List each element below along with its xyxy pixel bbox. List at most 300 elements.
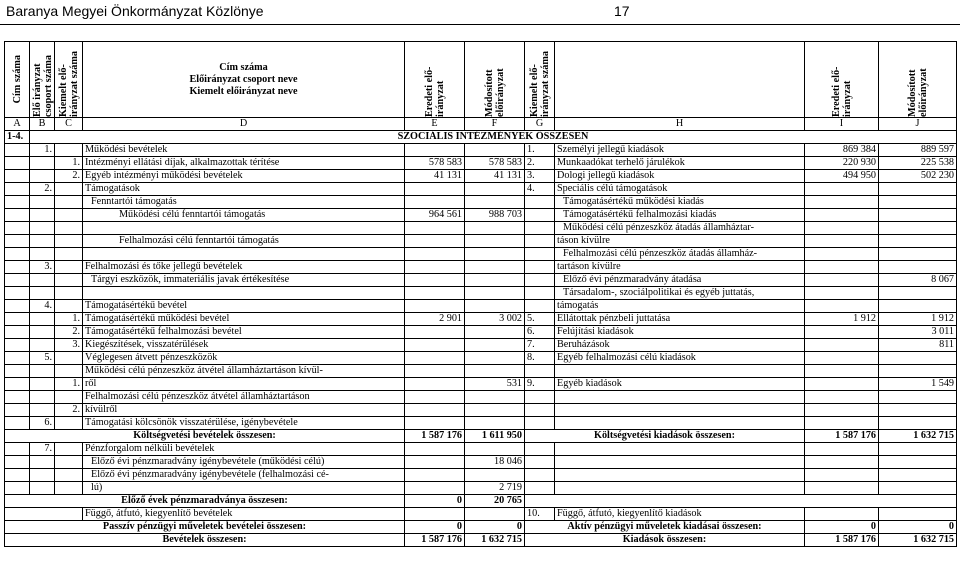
table-cell	[5, 300, 30, 313]
table-cell	[465, 196, 525, 209]
table-cell	[5, 339, 30, 352]
table-cell	[525, 443, 555, 456]
table-cell	[30, 235, 55, 248]
table-cell: 9.	[525, 378, 555, 391]
table-cell	[55, 300, 83, 313]
table-cell	[465, 417, 525, 430]
table-cell	[55, 209, 83, 222]
table-cell: Pénzforgalom nélküli bevételek	[83, 443, 405, 456]
table-cell	[405, 183, 465, 196]
table-cell: Egyéb kiadások	[555, 378, 805, 391]
table-cell	[879, 248, 957, 261]
table-cell	[30, 313, 55, 326]
table-cell: 7.	[525, 339, 555, 352]
table-cell	[55, 287, 83, 300]
table-cell	[405, 378, 465, 391]
table-cell: Speciális célú támogatások	[555, 183, 805, 196]
table-cell	[555, 456, 805, 469]
table-cell	[83, 222, 405, 235]
table-cell	[30, 222, 55, 235]
table-cell: Kiegészítések, visszatérülések	[83, 339, 405, 352]
table-cell	[5, 261, 30, 274]
table-cell	[405, 248, 465, 261]
table-cell	[405, 274, 465, 287]
table-cell	[30, 196, 55, 209]
col-eredeti: Eredeti elő- irányzat	[423, 66, 446, 117]
table-cell	[805, 287, 879, 300]
table-cell: 225 538	[879, 157, 957, 170]
table-cell: Felújítási kiadások	[555, 326, 805, 339]
table-cell	[405, 391, 465, 404]
table-cell	[465, 300, 525, 313]
table-cell: 3.	[55, 339, 83, 352]
table-cell: Előző évi pénzmaradvány igénybevétele (felhalmozási cé-	[83, 469, 405, 482]
table-cell	[525, 404, 555, 417]
table-cell	[55, 469, 83, 482]
table-cell	[805, 326, 879, 339]
table-cell	[805, 417, 879, 430]
table-cell	[405, 339, 465, 352]
table-cell	[55, 196, 83, 209]
table-cell: 494 950	[805, 170, 879, 183]
table-cell	[525, 235, 555, 248]
table-cell	[805, 222, 879, 235]
table-cell: Működési célú pénzeszköz átvétel államháztartáson kívül-	[83, 365, 405, 378]
table-cell: 6.	[30, 417, 55, 430]
table-cell	[525, 261, 555, 274]
table-cell: 1 912	[879, 313, 957, 326]
table-cell	[465, 222, 525, 235]
table-cell: tartáson kívülre	[555, 261, 805, 274]
table-cell	[555, 469, 805, 482]
table-cell	[30, 365, 55, 378]
table-row	[5, 339, 957, 352]
table-cell	[30, 170, 55, 183]
table-cell: 1.	[525, 144, 555, 157]
table-cell	[30, 339, 55, 352]
table-cell: 2.	[55, 326, 83, 339]
table-cell	[5, 443, 30, 456]
table-cell	[879, 261, 957, 274]
table-cell	[5, 378, 30, 391]
table-row	[5, 313, 957, 326]
table-cell	[879, 209, 957, 222]
table-cell	[879, 352, 957, 365]
table-cell	[805, 196, 879, 209]
column-letters-row: A B C D E F G H I J	[5, 118, 957, 131]
table-body-cashless	[5, 443, 957, 495]
table-cell: 8 067	[879, 274, 957, 287]
table-cell: táson kívülre	[555, 235, 805, 248]
table-cell: 1.	[55, 313, 83, 326]
table-cell: Támogatásértékű bevétel	[83, 300, 405, 313]
table-cell	[55, 248, 83, 261]
table-cell	[525, 287, 555, 300]
table-cell	[55, 352, 83, 365]
table-cell	[525, 274, 555, 287]
table-row	[5, 443, 957, 456]
table-cell	[805, 352, 879, 365]
table-cell	[55, 417, 83, 430]
table-row	[5, 456, 957, 469]
table-cell	[405, 456, 465, 469]
table-cell	[30, 469, 55, 482]
table-cell	[5, 313, 30, 326]
table-cell: Fenntartói támogatás	[83, 196, 405, 209]
table-cell	[525, 456, 555, 469]
table-cell	[405, 222, 465, 235]
table-cell	[405, 326, 465, 339]
table-cell: Felhalmozási célú pénzeszköz átadás államház-	[555, 248, 805, 261]
totals-row-budget: Költségvetési bevételek összesen: 1 587 176 1 611 950 Költségvetési kiadások összesen: 1 587 176 1 632 715	[5, 430, 957, 443]
table-cell	[805, 300, 879, 313]
table-cell	[805, 365, 879, 378]
table-cell	[55, 144, 83, 157]
table-cell	[879, 196, 957, 209]
table-cell	[879, 235, 957, 248]
table-cell: 1 549	[879, 378, 957, 391]
table-row	[5, 378, 957, 391]
table-cell: 220 930	[805, 157, 879, 170]
table-cell	[555, 482, 805, 495]
table-cell	[879, 456, 957, 469]
table-cell	[55, 391, 83, 404]
table-cell: kívülről	[83, 404, 405, 417]
table-row	[5, 404, 957, 417]
table-cell	[525, 482, 555, 495]
table-cell: Ellátottak pénzbeli juttatása	[555, 313, 805, 326]
table-cell: 811	[879, 339, 957, 352]
table-cell	[5, 391, 30, 404]
table-cell: 18 046	[465, 456, 525, 469]
table-row	[5, 326, 957, 339]
table-cell	[405, 196, 465, 209]
table-cell	[465, 339, 525, 352]
section-title-row	[5, 131, 957, 144]
table-cell	[805, 443, 879, 456]
col-names-header: Cím száma Előirányzat csoport neve Kiemelt előirányzat neve	[83, 42, 405, 118]
table-cell: 2.	[30, 183, 55, 196]
table-cell	[555, 404, 805, 417]
table-row	[5, 144, 957, 157]
table-cell	[465, 287, 525, 300]
table-row	[5, 417, 957, 430]
table-cell: 1 912	[805, 313, 879, 326]
table-cell	[55, 222, 83, 235]
table-cell: Véglegesen átvett pénzeszközök	[83, 352, 405, 365]
table-cell	[5, 170, 30, 183]
table-body-main	[5, 144, 957, 430]
table-cell: 3 011	[879, 326, 957, 339]
page-number: 17	[614, 3, 630, 19]
table-cell	[30, 404, 55, 417]
table-cell	[805, 209, 879, 222]
table-row	[5, 157, 957, 170]
table-cell	[55, 365, 83, 378]
col-cim-szama: Cím száma	[11, 55, 23, 104]
table-cell	[805, 404, 879, 417]
table-cell	[465, 261, 525, 274]
table-cell	[5, 248, 30, 261]
table-cell: 1.	[30, 144, 55, 157]
table-cell: lú)	[83, 482, 405, 495]
table-cell	[879, 391, 957, 404]
table-cell	[525, 300, 555, 313]
table-cell	[5, 326, 30, 339]
table-cell: támogatás	[555, 300, 805, 313]
table-row	[5, 391, 957, 404]
table-cell: Támogatásértékű működési kiadás	[555, 196, 805, 209]
table-cell	[30, 209, 55, 222]
table-cell	[5, 456, 30, 469]
table-cell: 3.	[30, 261, 55, 274]
table-cell: Előző évi pénzmaradvány átadása	[555, 274, 805, 287]
table-cell	[525, 222, 555, 235]
table-cell	[805, 391, 879, 404]
table-cell	[805, 456, 879, 469]
table-cell	[5, 235, 30, 248]
table-cell	[555, 365, 805, 378]
table-cell	[465, 352, 525, 365]
table-cell	[805, 183, 879, 196]
table-cell	[55, 274, 83, 287]
table-cell	[525, 365, 555, 378]
table-cell: 3 002	[465, 313, 525, 326]
table-cell	[879, 417, 957, 430]
table-cell: Társadalom-, szociálpolitikai és egyéb juttatás,	[555, 287, 805, 300]
table-cell: 1.	[55, 378, 83, 391]
table-cell: Tárgyi eszközök, immateriális javak értékesítése	[83, 274, 405, 287]
table-row	[5, 287, 957, 300]
table-cell: Egyéb intézményi működési bevételek	[83, 170, 405, 183]
table-cell	[5, 144, 30, 157]
table-cell	[83, 248, 405, 261]
table-cell	[805, 248, 879, 261]
totals-row-previous-years: Előző évek pénzmaradványa összesen: 0 20 765	[5, 495, 957, 508]
table-cell: 4.	[525, 183, 555, 196]
table-cell	[879, 469, 957, 482]
col-modositott-2: Módosított előirányzat	[906, 68, 929, 117]
table-cell: Intézményi ellátási díjak, alkalmazottak térítése	[83, 157, 405, 170]
table-cell: 7.	[30, 443, 55, 456]
table-cell	[879, 287, 957, 300]
table-row	[5, 248, 957, 261]
table-cell: ről	[83, 378, 405, 391]
table-row	[5, 170, 957, 183]
table-row	[5, 209, 957, 222]
table-cell	[465, 391, 525, 404]
table-cell	[405, 404, 465, 417]
table-row	[5, 183, 957, 196]
table-cell: Működési bevételek	[83, 144, 405, 157]
table-cell	[5, 287, 30, 300]
table-cell	[465, 365, 525, 378]
table-cell	[465, 404, 525, 417]
table-cell: Előző évi pénzmaradvány igénybevétele (működési célú)	[83, 456, 405, 469]
table-cell	[30, 326, 55, 339]
table-cell: Felhalmozási célú pénzeszköz átvétel államháztartáson	[83, 391, 405, 404]
journal-title: Baranya Megyei Önkormányzat Közlönye	[6, 3, 264, 19]
table-cell	[555, 391, 805, 404]
page-header	[0, 0, 960, 28]
table-row	[5, 482, 957, 495]
table-cell: Működési célú pénzeszköz átadás államháztar-	[555, 222, 805, 235]
table-cell	[805, 261, 879, 274]
table-cell	[55, 261, 83, 274]
table-cell: 988 703	[465, 209, 525, 222]
table-cell	[405, 482, 465, 495]
table-cell: Támogatásértékű felhalmozási kiadás	[555, 209, 805, 222]
table-cell	[55, 235, 83, 248]
table-cell	[30, 482, 55, 495]
table-cell	[30, 456, 55, 469]
table-cell	[465, 469, 525, 482]
col-modositott: Módosított előirányzat	[483, 68, 506, 117]
table-cell	[405, 469, 465, 482]
table-cell	[30, 157, 55, 170]
table-cell: Támogatások	[83, 183, 405, 196]
table-cell: 964 561	[405, 209, 465, 222]
table-cell	[805, 235, 879, 248]
table-cell: 2.	[525, 157, 555, 170]
table-cell: 1.	[55, 157, 83, 170]
table-cell: Felhalmozási és tőke jellegű bevételek	[83, 261, 405, 274]
table-row	[5, 352, 957, 365]
table-cell	[879, 222, 957, 235]
table-cell	[465, 183, 525, 196]
table-cell	[405, 300, 465, 313]
section-title: SZOCIÁLIS INTÉZMÉNYEK ÖSSZESEN	[30, 131, 957, 144]
header-rule	[0, 24, 960, 25]
table-cell	[805, 469, 879, 482]
table-cell	[405, 144, 465, 157]
table-cell	[55, 482, 83, 495]
table-cell	[465, 144, 525, 157]
table-cell: 6.	[525, 326, 555, 339]
table-cell	[30, 391, 55, 404]
table-cell	[5, 157, 30, 170]
table-cell	[30, 378, 55, 391]
table-row	[5, 365, 957, 378]
table-cell	[5, 183, 30, 196]
table-cell	[405, 352, 465, 365]
table-cell	[55, 443, 83, 456]
table-cell	[805, 378, 879, 391]
table-cell	[5, 222, 30, 235]
budget-table	[4, 41, 957, 547]
table-cell	[525, 391, 555, 404]
table-cell	[405, 365, 465, 378]
table-cell	[465, 443, 525, 456]
table-row	[5, 300, 957, 313]
table-cell: 578 583	[465, 157, 525, 170]
row-fuggo: Függő, átfutó, kiegyenlítő bevételek 10. Függő, átfutó, kiegyenlítő kiadások	[5, 508, 957, 521]
table-cell: Támogatásértékű működési bevétel	[83, 313, 405, 326]
table-cell	[525, 469, 555, 482]
table-cell	[405, 261, 465, 274]
table-cell: Beruházások	[555, 339, 805, 352]
table-cell	[879, 404, 957, 417]
table-cell: 41 131	[405, 170, 465, 183]
table-row	[5, 222, 957, 235]
table-cell	[525, 248, 555, 261]
table-cell	[555, 417, 805, 430]
table-cell	[525, 196, 555, 209]
table-cell	[879, 300, 957, 313]
table-cell: 4.	[30, 300, 55, 313]
table-cell	[30, 248, 55, 261]
table-cell: Támogatásértékű felhalmozási bevétel	[83, 326, 405, 339]
table-cell	[5, 404, 30, 417]
table-cell	[525, 209, 555, 222]
col-eredeti-2: Eredeti elő- irányzat	[830, 66, 853, 117]
table-cell	[30, 274, 55, 287]
table-cell: 2.	[55, 404, 83, 417]
table-cell: Támogatási kölcsönök visszatérülése, igénybevétele	[83, 417, 405, 430]
table-cell	[5, 482, 30, 495]
col-kiemelt-szama-2: Kiemelt elő- irányzat száma	[528, 51, 551, 117]
table-cell	[5, 469, 30, 482]
table-cell	[805, 482, 879, 495]
table-cell: 5.	[30, 352, 55, 365]
table-row	[5, 274, 957, 287]
table-cell: 502 230	[879, 170, 957, 183]
table-cell: Személyi jellegű kiadások	[555, 144, 805, 157]
table-cell	[5, 352, 30, 365]
table-cell	[405, 443, 465, 456]
table-cell	[525, 417, 555, 430]
table-cell	[465, 326, 525, 339]
table-cell	[879, 482, 957, 495]
section-code: 1-4.	[5, 131, 30, 144]
table-cell: 531	[465, 378, 525, 391]
table-cell: Dologi jellegű kiadások	[555, 170, 805, 183]
table-cell: 5.	[525, 313, 555, 326]
table-cell	[55, 183, 83, 196]
table-cell	[879, 443, 957, 456]
table-cell: 578 583	[405, 157, 465, 170]
table-cell: Egyéb felhalmozási célú kiadások	[555, 352, 805, 365]
table-cell: 8.	[525, 352, 555, 365]
col-kiemelt-szama: Kiemelt elő- irányzat száma	[57, 51, 80, 117]
table-cell	[465, 248, 525, 261]
table-cell	[805, 339, 879, 352]
table-row	[5, 196, 957, 209]
table-cell	[555, 443, 805, 456]
table-cell	[30, 287, 55, 300]
table-cell: Működési célú fenntartói támogatás	[83, 209, 405, 222]
table-cell	[879, 183, 957, 196]
table-cell: 869 384	[805, 144, 879, 157]
table-cell	[5, 274, 30, 287]
table-cell	[5, 417, 30, 430]
table-row	[5, 235, 957, 248]
table-cell	[805, 274, 879, 287]
table-row	[5, 469, 957, 482]
table-cell	[879, 365, 957, 378]
table-cell	[5, 365, 30, 378]
table-cell: 889 597	[879, 144, 957, 157]
totals-row-grand: Bevételek összesen: 1 587 176 1 632 715 Kiadások összesen: 1 587 176 1 632 715	[5, 534, 957, 547]
table-cell: 2.	[55, 170, 83, 183]
table-cell	[5, 196, 30, 209]
table-cell: 2 719	[465, 482, 525, 495]
table-header-row	[5, 42, 957, 118]
totals-row-passive: Passzív pénzügyi műveletek bevételei összesen: 0 0 Aktív pénzügyi műveletek kiadásai összesen: 0 0	[5, 521, 957, 534]
table-cell	[405, 235, 465, 248]
table-cell	[5, 209, 30, 222]
col-eloiranyzat-csoport: Elő irányzat csoport száma	[32, 55, 54, 117]
